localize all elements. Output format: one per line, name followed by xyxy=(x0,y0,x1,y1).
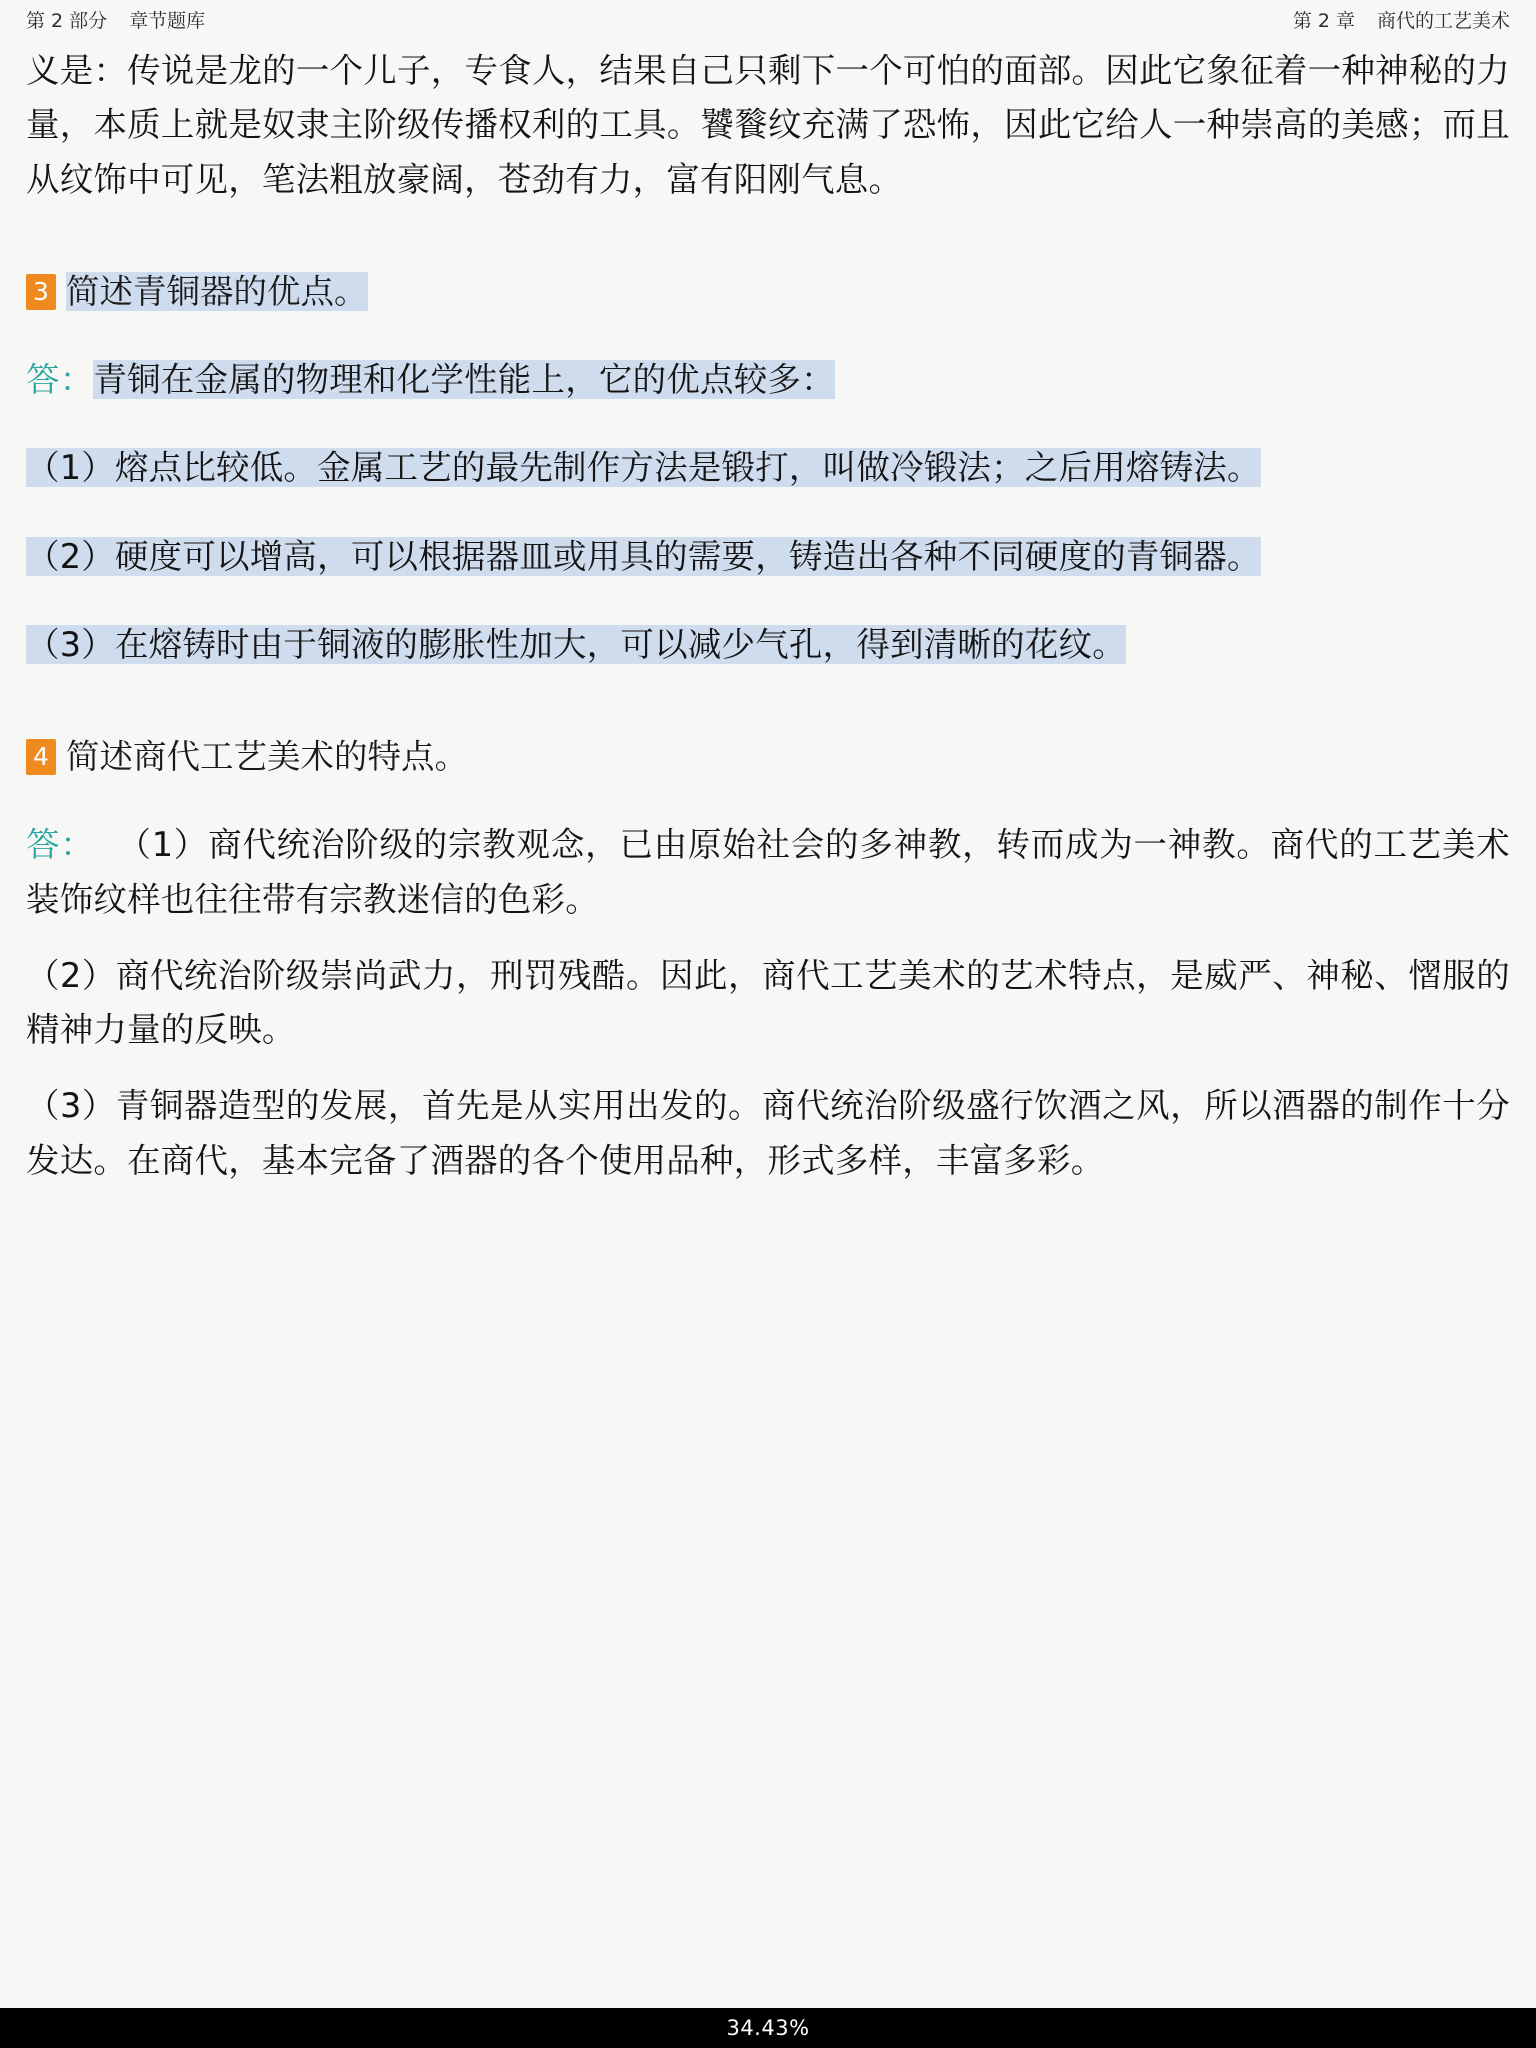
answer-item-text: （3）在熔铸时由于铜液的膨胀性加大，可以减少气孔，得到清晰的花纹。 xyxy=(26,624,1126,664)
block-spacer xyxy=(26,784,1510,818)
question-heading xyxy=(26,265,1510,319)
block-spacer xyxy=(26,584,1510,618)
question-heading xyxy=(26,730,1510,784)
block-spacer xyxy=(26,207,1510,265)
question-title-text: 简述商代工艺美术的特点。 xyxy=(66,737,468,777)
answer-lead xyxy=(26,818,1510,927)
answer-lead-text: （1）商代统治阶级的宗教观念，已由原始社会的多神教，转而成为一神教。商代的工艺美术装饰纹样也往往带有宗教迷信的色彩。 xyxy=(26,825,1511,919)
answer-item-text: （2）硬度可以增高，可以根据器皿或用具的需要，铸造出各种不同硬度的青铜器。 xyxy=(26,536,1261,576)
header-section-label: 章节题库 xyxy=(129,9,206,32)
block-spacer xyxy=(26,672,1510,730)
answer-item-text: （2）商代统治阶级崇尚武力，刑罚残酷。因此，商代工艺美术的艺术特点，是威严、神秘、慴服的精神力量的反映。 xyxy=(26,955,1510,1050)
question-title-text: 简述青铜器的优点。 xyxy=(66,271,368,311)
answer-lead xyxy=(26,353,1510,407)
block-spacer xyxy=(26,319,1510,353)
answer-lead-text: 青铜在金属的物理和化学性能上，它的优点较多： xyxy=(93,360,835,400)
answer-label: 答： xyxy=(26,825,95,865)
question-number-badge: 4 xyxy=(26,739,56,775)
block-spacer xyxy=(26,407,1510,441)
paragraph-continuation: 义是：传说是龙的一个儿子，专食人，结果自己只剩下一个可怕的面部。因此它象征着一种神秘的力量，本质上就是奴隶主阶级传播权利的工具。饕餮纹充满了恐怖，因此它给人一种崇高的美感；而且从纹饰中可见，笔法粗放豪阔，苍劲有力，富有阳刚气息。 xyxy=(26,51,1510,199)
answer-item-text: （3）青铜器造型的发展，首先是从实用出发的。商代统治阶级盛行饮酒之风，所以酒器的制作十分发达。在商代，基本完备了酒器的各个使用品种，形式多样，丰富多彩。 xyxy=(26,1086,1510,1180)
answer-item xyxy=(26,530,1510,584)
reading-progress-bar[interactable] xyxy=(0,2008,1536,2048)
document-content xyxy=(0,38,1536,2048)
header-chapter-title: 商代的工艺美术 xyxy=(1376,9,1510,32)
header-chapter-label: 第 2 章 xyxy=(1292,9,1355,32)
progress-percentage: 34.43% xyxy=(726,2016,810,2040)
header-part-label: 第 2 部分 xyxy=(26,9,108,32)
answer-item xyxy=(26,1079,1510,1188)
answer-item xyxy=(26,618,1510,672)
question-title xyxy=(66,265,1510,319)
block-spacer xyxy=(26,1057,1510,1079)
running-header xyxy=(0,0,1536,38)
question-number-badge: 3 xyxy=(26,274,56,310)
answer-item xyxy=(26,441,1510,495)
block-spacer xyxy=(26,496,1510,530)
answer-label: 答： xyxy=(26,360,94,400)
answer-item-text: （1）熔点比较低。金属工艺的最先制作方法是锻打，叫做冷锻法；之后用熔铸法。 xyxy=(26,448,1261,488)
block-spacer xyxy=(26,927,1510,949)
header-left xyxy=(26,6,205,33)
header-right xyxy=(1293,6,1510,33)
question-title xyxy=(66,730,1510,784)
answer-item xyxy=(26,949,1510,1058)
